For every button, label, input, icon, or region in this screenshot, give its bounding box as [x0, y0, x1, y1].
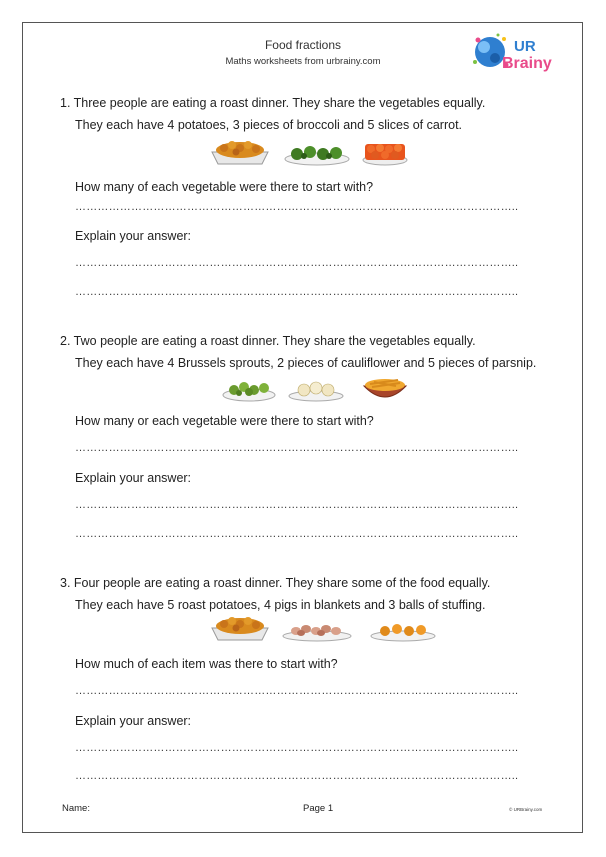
question-3-explain: Explain your answer:: [75, 714, 192, 728]
roast-potatoes-dish-icon: [210, 614, 270, 642]
pigs-in-blankets-plate-icon: [282, 620, 352, 642]
page-number: Page 1: [303, 803, 334, 814]
roast-potatoes-dish-icon: [210, 138, 270, 166]
answer-line: ………………………………………………………………………………………………………..: [75, 257, 519, 269]
carrot-slices-plate-icon: [362, 140, 408, 166]
page-title: Food fractions: [264, 38, 342, 52]
page-subtitle: Maths worksheets from urbrainy.com: [225, 56, 381, 67]
brussels-sprouts-plate-icon: [222, 378, 276, 402]
question-1-detail: They each have 4 potatoes, 3 pieces of broccoli and 5 slices of carrot.: [75, 118, 463, 132]
answer-line: ………………………………………………………………………………………………………..: [75, 201, 519, 213]
urbrainy-logo: [468, 30, 568, 76]
question-2-ask: How many or each vegetable were there to start with?: [75, 414, 374, 428]
answer-line: ………………………………………………………………………………………………………..: [75, 528, 519, 540]
answer-line: ………………………………………………………………………………………………………..: [75, 770, 519, 782]
question-2-detail: They each have 4 Brussels sprouts, 2 pieces of cauliflower and 5 pieces of parsnip.: [75, 356, 537, 370]
question-3-stem: 3. Four people are eating a roast dinner. They share some of the food equally.: [60, 576, 491, 590]
answer-line: ………………………………………………………………………………………………………..: [75, 499, 519, 511]
logo-text-top: UR: [514, 38, 536, 55]
answer-line: ………………………………………………………………………………………………………..: [75, 685, 519, 697]
question-3-detail: They each have 5 roast potatoes, 4 pigs in blankets and 3 balls of stuffing.: [75, 598, 486, 612]
question-2-explain: Explain your answer:: [75, 471, 192, 485]
question-1-stem: 1. Three people are eating a roast dinner. They share the vegetables equally.: [60, 96, 486, 110]
copyright-notice: © URBrainy.com: [509, 807, 543, 812]
broccoli-plate-icon: [284, 144, 350, 166]
name-label: Name:: [62, 803, 90, 814]
stuffing-balls-plate-icon: [370, 620, 436, 642]
logo-text-bottom: Brainy: [502, 55, 552, 72]
question-1-explain: Explain your answer:: [75, 229, 192, 243]
answer-line: ………………………………………………………………………………………………………..: [75, 442, 519, 454]
question-3-ask: How much of each item was there to start with?: [75, 657, 338, 671]
parsnip-bowl-icon: [362, 374, 408, 404]
question-2-stem: 2. Two people are eating a roast dinner. They share the vegetables equally.: [60, 334, 476, 348]
question-1-ask: How many of each vegetable were there to start with?: [75, 180, 374, 194]
answer-line: ………………………………………………………………………………………………………..: [75, 742, 519, 754]
answer-line: ………………………………………………………………………………………………………..: [75, 286, 519, 298]
cauliflower-plate-icon: [288, 380, 344, 402]
